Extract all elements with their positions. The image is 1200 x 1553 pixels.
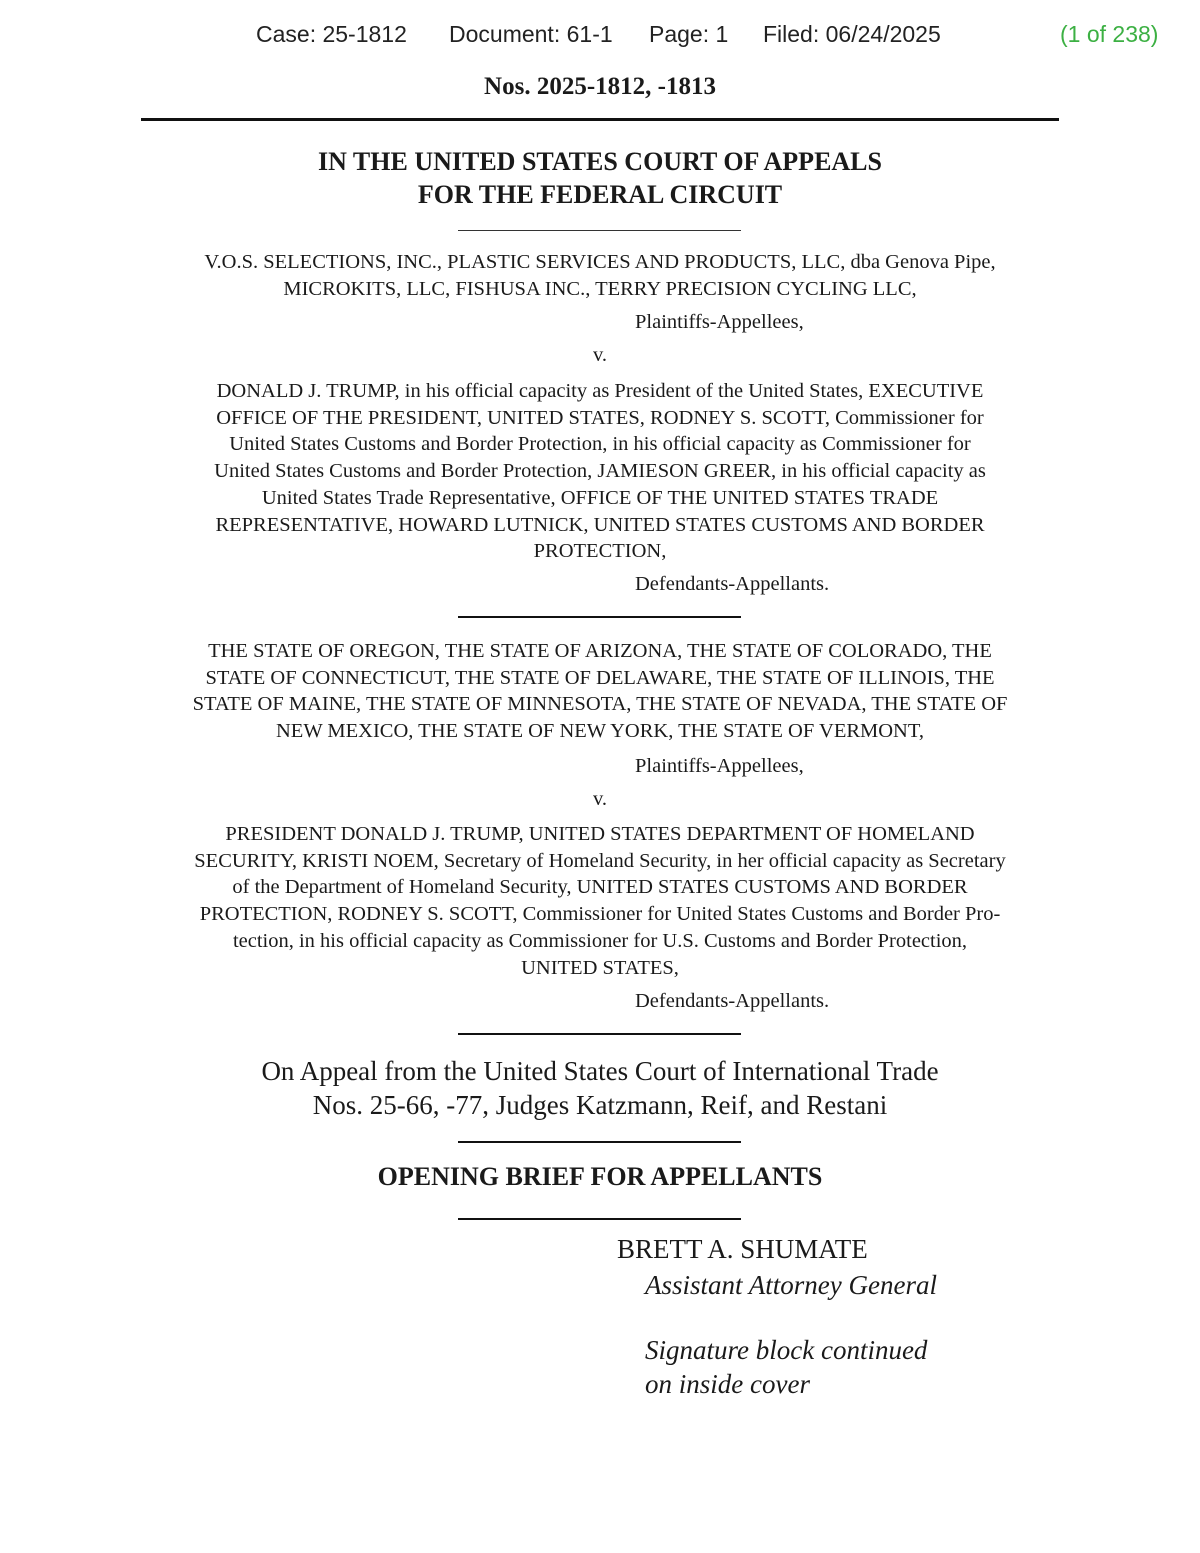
top-divider (141, 118, 1059, 121)
divider (458, 1218, 741, 1220)
text-line: PROTECTION, (533, 540, 667, 563)
appeal-line-1: On Appeal from the United States Court of International Trade (261, 1056, 939, 1086)
court-title (0, 145, 1200, 211)
divider (458, 1141, 741, 1143)
case1-versus: v. (592, 344, 608, 366)
page-number-header: Page: 1 (649, 21, 729, 47)
signature-note-line-2: on inside cover (645, 1369, 810, 1399)
text-line: MICROKITS, LLC, FISHUSA INC., TERRY PRECISION CYCLING LLC, (283, 277, 917, 300)
text-line: SECURITY, KRISTI NOEM, Secretary of Homeland Security, in her official capacity as Secretary (194, 849, 1006, 872)
text-line: STATE OF MAINE, THE STATE OF MINNESOTA, THE STATE OF NEVADA, THE STATE OF (192, 693, 1008, 716)
case2-defendants (130, 821, 1070, 981)
filed-date-header: Filed: 06/24/2025 (763, 21, 941, 47)
appeal-line-2: Nos. 25-66, -77, Judges Katzmann, Reif, and Restani (312, 1090, 888, 1120)
signatory-title: Assistant Attorney General (645, 1270, 937, 1300)
text-line: tection, in his official capacity as Commissioner for U.S. Customs and Border Protection, (232, 929, 968, 952)
divider (458, 616, 741, 618)
text-line: STATE OF CONNECTICUT, THE STATE OF DELAWARE, THE STATE OF ILLINOIS, THE (205, 666, 995, 689)
case2-versus: v. (592, 788, 608, 810)
case1-plaintiffs (130, 249, 1070, 302)
text-line: NEW MEXICO, THE STATE OF NEW YORK, THE STATE OF VERMONT, (276, 720, 924, 743)
case2-defendants-role: Defendants-Appellants. (635, 990, 830, 1012)
case2-plaintiffs (130, 638, 1070, 745)
text-line: PRESIDENT DONALD J. TRUMP, UNITED STATES DEPARTMENT OF HOMELAND (225, 823, 975, 845)
text-line: United States Customs and Border Protection, JAMIESON GREER, in his official capacity as (214, 460, 986, 483)
brief-title: OPENING BRIEF FOR APPELLANTS (377, 1162, 823, 1191)
text-line: DONALD J. TRUMP, in his official capacity as President of the United States, EXECUTIVE (216, 380, 984, 402)
text-line: THE STATE OF OREGON, THE STATE OF ARIZONA, THE STATE OF COLORADO, THE (208, 640, 992, 662)
divider (458, 230, 741, 231)
signatory-name: BRETT A. SHUMATE (617, 1234, 868, 1264)
signature-note-line-1: Signature block continued (645, 1335, 928, 1365)
case-numbers: Nos. 2025-1812, -1813 (484, 73, 716, 100)
document-number-header: Document: 61-1 (449, 21, 613, 47)
text-line: OFFICE OF THE PRESIDENT, UNITED STATES, RODNEY S. SCOTT, Commissioner for (216, 406, 984, 429)
page-count-header: (1 of 238) (1060, 21, 1159, 47)
court-title-line-1: IN THE UNITED STATES COURT OF APPEALS (317, 147, 882, 176)
text-line: PROTECTION, RODNEY S. SCOTT, Commissioner for United States Customs and Border Pro- (199, 903, 1001, 926)
case-number-header: Case: 25-1812 (256, 21, 407, 47)
text-line: REPRESENTATIVE, HOWARD LUTNICK, UNITED STATES CUSTOMS AND BORDER (215, 513, 985, 536)
case2-plaintiffs-role: Plaintiffs-Appellees, (635, 755, 804, 777)
text-line: United States Trade Representative, OFFICE OF THE UNITED STATES TRADE (261, 486, 939, 509)
appeal-origin (0, 1054, 1200, 1122)
divider (458, 1033, 741, 1035)
case1-defendants (130, 378, 1070, 565)
court-title-line-2: FOR THE FEDERAL CIRCUIT (417, 180, 783, 209)
text-line: V.O.S. SELECTIONS, INC., PLASTIC SERVICES AND PRODUCTS, LLC, dba Genova Pipe, (204, 251, 996, 273)
signature-note (645, 1333, 927, 1401)
case1-plaintiffs-role: Plaintiffs-Appellees, (635, 311, 804, 333)
text-line: of the Department of Homeland Security, UNITED STATES CUSTOMS AND BORDER (232, 876, 968, 899)
text-line: United States Customs and Border Protection, in his official capacity as Commissioner for (229, 433, 971, 456)
text-line: UNITED STATES, (521, 956, 679, 979)
case1-defendants-role: Defendants-Appellants. (635, 573, 830, 595)
